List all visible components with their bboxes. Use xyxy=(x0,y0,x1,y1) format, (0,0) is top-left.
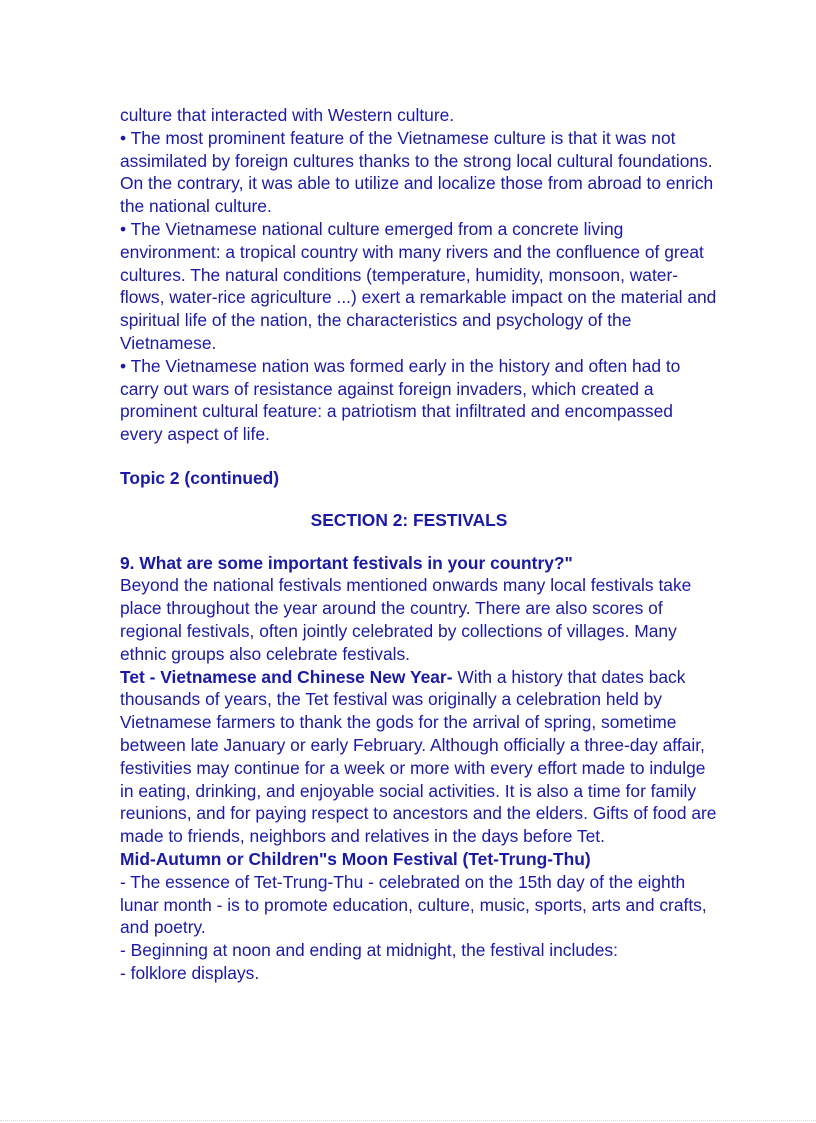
section-heading: SECTION 2: FESTIVALS xyxy=(310,509,508,530)
intro-paragraph: • The Vietnamese nation was formed early in the history and often had to carry out wars of resistance against foreign invaders, which created a prominent cultural feature: a patriotism that infiltrated and encompassed every aspect of life. xyxy=(120,355,681,445)
intro-paragraph: culture that interacted with Western culture. xyxy=(120,105,455,125)
mid-autumn-heading: Mid-Autumn or Children"s Moon Festival (Tet-Trung-Thu) xyxy=(120,848,591,869)
mid-autumn-line: - The essence of Tet-Trung-Thu - celebrated on the 15th day of the eighth lunar month - is to promote education, culture, music, sports, arts and crafts, and poetry. xyxy=(120,871,707,938)
intro-paragraph: • The most prominent feature of the Vietnamese culture is that it was not assimilated by foreign cultures thanks to the strong local cultural foundations. On the contrary, it was able to utilize and localize those from abroad to enrich the national culture. xyxy=(120,127,714,217)
tet-body: With a history that dates back thousands of years, the Tet festival was originally a celebration held by Vietnamese farmers to thank the gods for the arrival of spring, sometime between late January or early February. Although officially a three-day affair, festivities may continue for a week or more with every effort made to indulge in eating, drinking, and enjoyable social activities. It is also a time for family reunions, and for paying respect to ancestors and the elders. Gifts of food are made to friends, neighbors and relatives in the days before Tet. xyxy=(120,666,717,847)
question-heading: 9. What are some important festivals in your country?" xyxy=(120,552,573,573)
page-bottom-rule xyxy=(0,1120,816,1121)
tet-heading: Tet - Vietnamese and Chinese New Year- xyxy=(120,666,453,687)
tet-paragraph xyxy=(120,666,720,848)
topic-heading: Topic 2 (continued) xyxy=(120,467,280,488)
mid-autumn-line: - folklore displays. xyxy=(120,962,260,983)
intro-paragraph: • The Vietnamese national culture emerged from a concrete living environment: a tropical country with many rivers and the confluence of great cultures. The natural conditions (temperature, humidity, monsoon, water-flows, water-rice agriculture ...) exert a remarkable impact on the material and spiritual life of the nation, the characteristics and psychology of the Vietnamese. xyxy=(120,218,717,353)
document-page xyxy=(120,104,720,985)
festivals-intro-paragraph: Beyond the national festivals mentioned onwards many local festivals take place throughout the year around the country. There are also scores of regional festivals, often jointly celebrated by collections of villages. Many ethnic groups also celebrate festivals. xyxy=(120,575,692,664)
mid-autumn-line: - Beginning at noon and ending at midnight, the festival includes: xyxy=(120,940,618,961)
